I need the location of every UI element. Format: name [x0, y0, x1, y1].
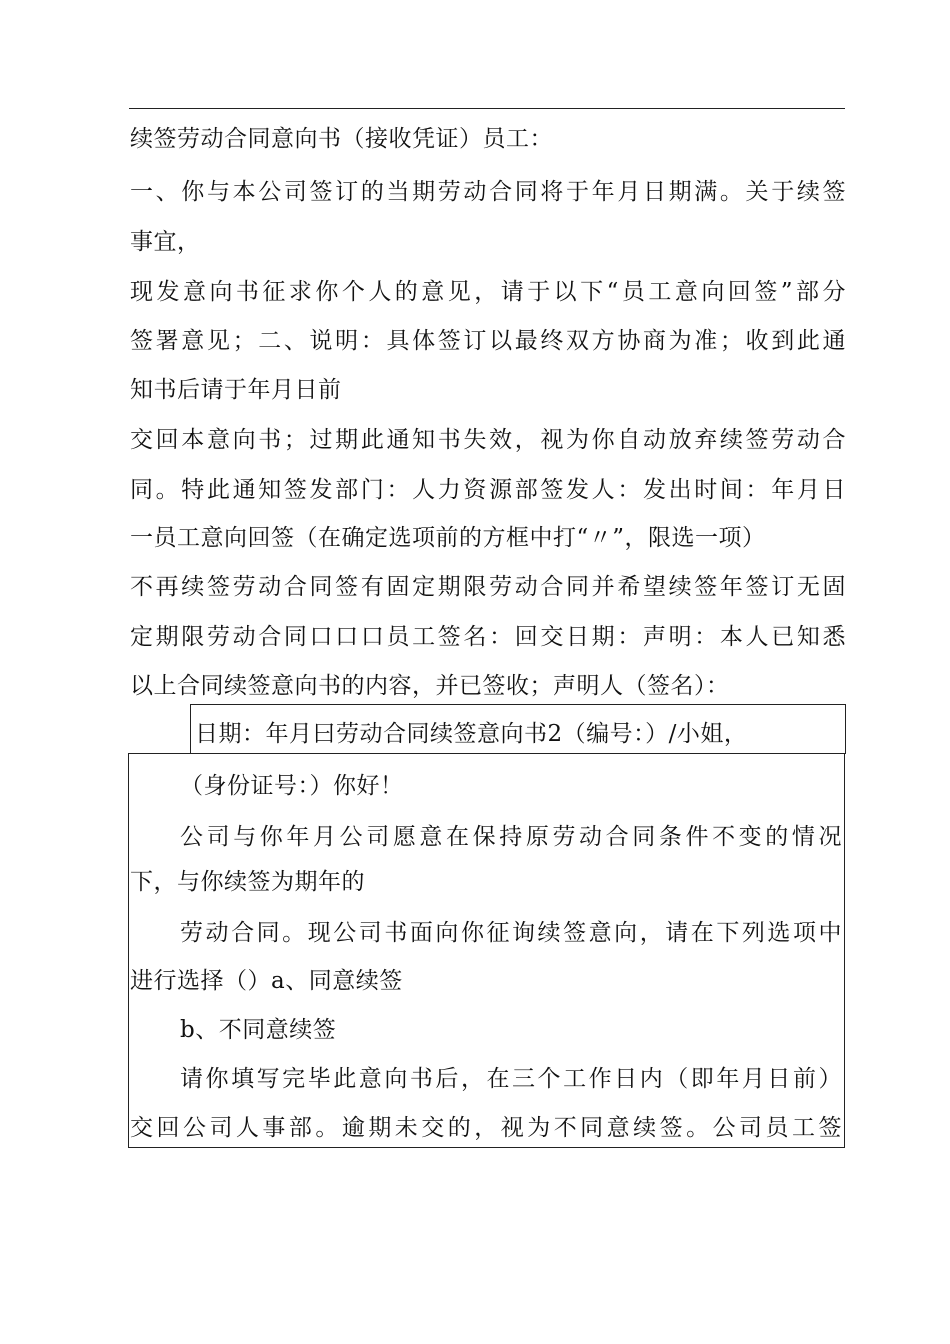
- top-rule: [129, 108, 845, 109]
- form-header-text: 日期：年月曰劳动合同续签意向书2（编号：）/小姐，: [195, 721, 748, 747]
- form-line: 劳动合同。现公司书面向你征询续签意向，请在下列选项中: [180, 920, 842, 946]
- form-line: b、不同意续签: [180, 1017, 337, 1043]
- paragraph-line: 定期限劳动合同口口口员工签名：回交日期：声明：本人已知悉: [130, 624, 846, 650]
- paragraph-line: 知书后请于年月日前: [130, 377, 342, 403]
- paragraph-line: 签署意见；二、说明：具体签订以最终双方协商为准；收到此通: [130, 328, 846, 354]
- form-line: 请你填写完毕此意向书后，在三个工作日内（即年月日前）: [180, 1066, 842, 1092]
- form-line: 公司与你年月公司愿意在保持原劳动合同条件不变的情况: [180, 824, 842, 850]
- paragraph-line: 交回本意向书；过期此通知书失效，视为你自动放弃续签劳动合: [130, 427, 846, 453]
- paragraph-line: 以上合同续签意向书的内容，并已签收；声明人（签名）：: [130, 673, 730, 699]
- form-line: 进行选择（）a、同意续签: [130, 968, 403, 994]
- form-line: （身份证号：）你好！: [180, 773, 404, 799]
- paragraph-line: 一、你与本公司签订的当期劳动合同将于年月日期满。关于续签: [130, 179, 846, 205]
- paragraph-line: 事宜，: [130, 229, 201, 255]
- document-title: 续签劳动合同意向书（接收凭证）员工：: [130, 126, 553, 152]
- paragraph-line: 同。特此通知签发部门：人力资源部签发人：发出时间：年月日: [130, 477, 846, 503]
- paragraph-line: 一员工意向回签（在确定选项前的方框中打“〃”，限选一项）: [130, 525, 766, 551]
- form-line: 下，与你续签为期年的: [130, 869, 365, 895]
- form-line: 交回公司人事部。逾期未交的，视为不同意续签。公司员工签: [130, 1115, 842, 1141]
- paragraph-line: 现发意向书征求你个人的意见，请于以下“员工意向回签”部分: [130, 279, 846, 305]
- paragraph-line: 不再续签劳动合同签有固定期限劳动合同并希望续签年签订无固: [130, 574, 846, 600]
